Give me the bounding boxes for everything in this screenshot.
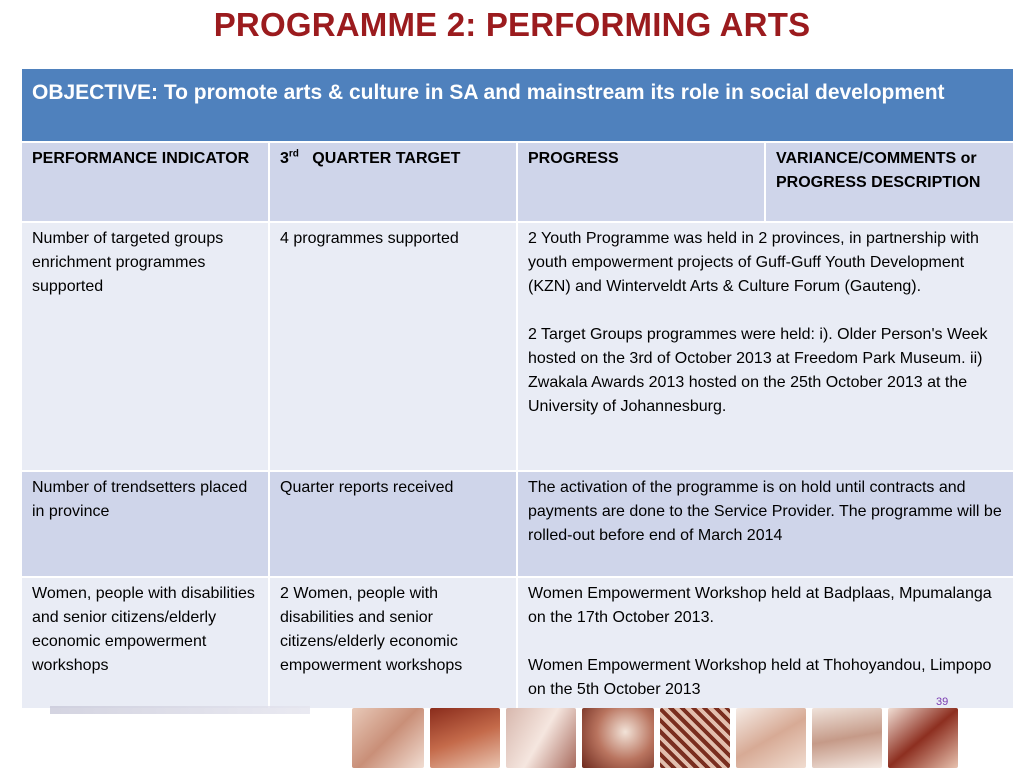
cell-indicator: Women, people with disabilities and senior citizens/elderly economic empowerment workshops [21, 577, 269, 709]
cell-target: 4 programmes supported [269, 222, 517, 471]
decorative-image-sculpture [736, 708, 806, 768]
decorative-image-musician [888, 708, 958, 768]
header-target-sup: rd [288, 148, 299, 160]
cell-target: Quarter reports received [269, 471, 517, 577]
header-progress: PROGRESS [517, 142, 765, 222]
decorative-image-dancers [430, 708, 500, 768]
header-target-num: 3 [280, 150, 289, 167]
cell-indicator: Number of trendsetters placed in province [21, 471, 269, 577]
table-row [21, 222, 1014, 471]
header-indicator: PERFORMANCE INDICATOR [21, 142, 269, 222]
decorative-image-beadwork [582, 708, 654, 768]
page-number: 39 [936, 696, 949, 708]
slide-title: PROGRAMME 2: PERFORMING ARTS [213, 6, 811, 43]
header-variance: VARIANCE/COMMENTS or PROGRESS DESCRIPTION [765, 142, 1014, 222]
decorative-image-pottery [352, 708, 424, 768]
decorative-image-shoes [812, 708, 882, 768]
cell-progress: The activation of the programme is on hold until contracts and payments are done to the Service Provider. The programme will be rolled-out before end of March 2014 [517, 471, 1014, 577]
cell-progress: 2 Youth Programme was held in 2 provinces, in partnership with youth empowerment projects of Guff-Guff Youth Development (KZN) and Winterveldt Arts & Culture Forum (Gauteng). 2 Target Groups programmes were held: i). Older Person's Week hosted on the 3rd of October 2013 at Freedom Park Museum. ii) Zwakala Awards 2013 hosted on the 25th October 2013 at the University of Johannesburg. [517, 222, 1014, 471]
header-target-rest: QUARTER TARGET [312, 150, 461, 167]
objective-cell: OBJECTIVE: To promote arts & culture in SA and mainstream its role in social development [21, 68, 1014, 142]
decorative-image-pattern [660, 708, 730, 768]
table-header-row [21, 142, 1014, 222]
performance-table [20, 67, 1015, 710]
decorative-image-film [506, 708, 576, 768]
table-row [21, 577, 1014, 709]
cell-progress: Women Empowerment Workshop held at Badplaas, Mpumalanga on the 17th October 2013. Women Empowerment Workshop held at Thohoyandou, Limpopo on the 5th October 2013 [517, 577, 1014, 709]
table-row [21, 471, 1014, 577]
footer-faded-text [50, 706, 310, 714]
cell-indicator: Number of targeted groups enrichment programmes supported [21, 222, 269, 471]
cell-target: 2 Women, people with disabilities and senior citizens/elderly economic empowerment workshops [269, 577, 517, 709]
header-target [269, 142, 517, 222]
